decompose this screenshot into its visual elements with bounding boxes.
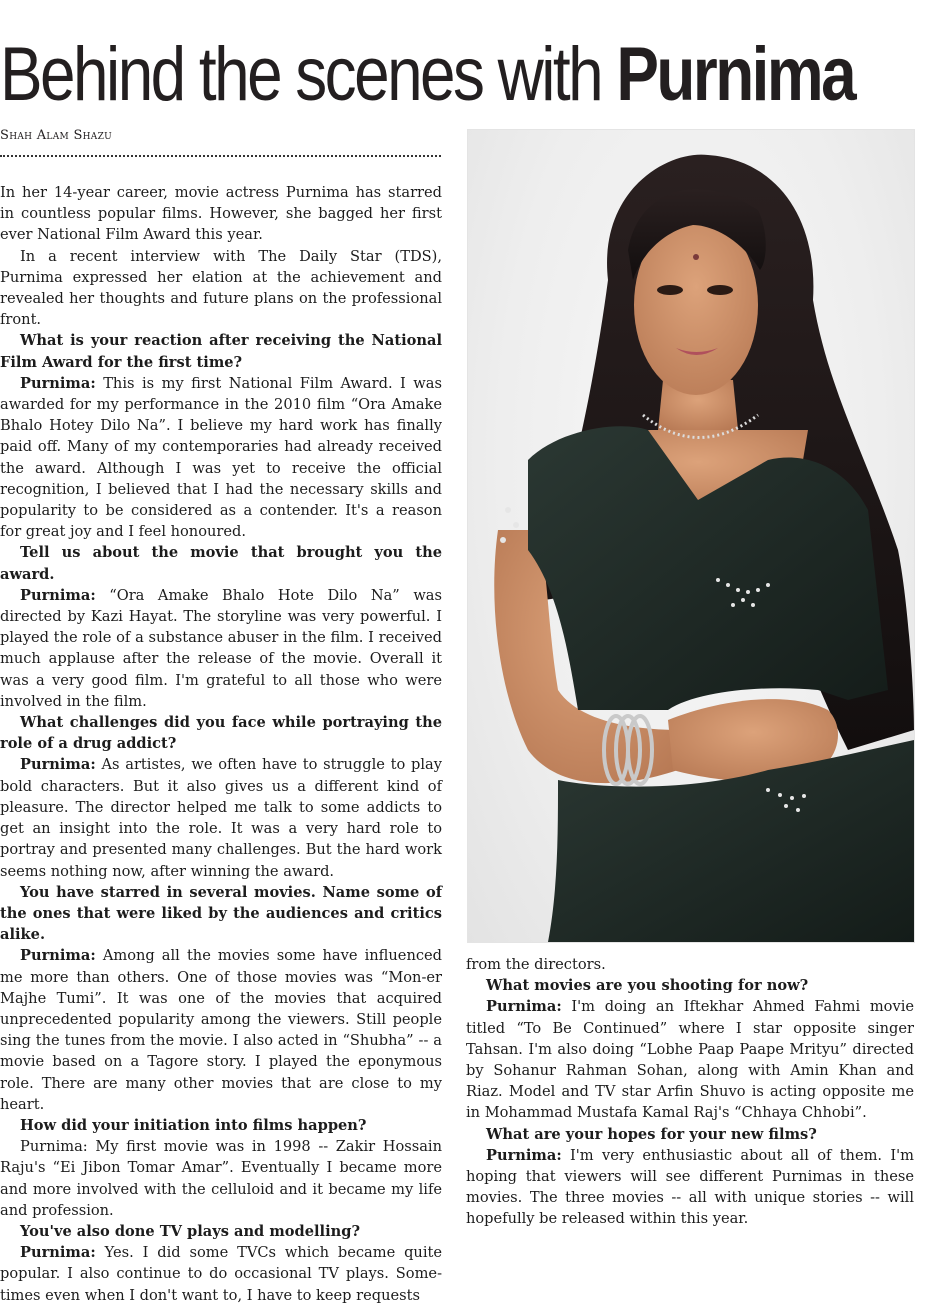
interview-answer <box>466 996 914 1123</box>
paragraph <box>0 1136 442 1221</box>
paragraph-text: In a recent interview with The Daily Star (TDS), Purnima expressed her elation at the achievement and revealed her thoughts and future plans on the professional front. <box>0 247 442 329</box>
interview-answer <box>0 945 442 1115</box>
paragraph-text: As artistes, we often have to struggle to play bold characters. But it also gives us a different kind of pleasure. The director helped me talk to some addicts to get an insight into the role. It was a very hard role to portray and presented many challenges. But the hard work seems nothing now, after winning the award. <box>0 756 442 880</box>
portrait-photo <box>467 129 915 943</box>
paragraph-text: I'm very enthusiastic about all of them. I'm hoping that viewers will see different Purnimas in these movies. The three movies -- all with unique stories -- will hopefully be released within this year. <box>466 1146 914 1228</box>
interview-answer <box>0 1242 442 1306</box>
paragraph-text: What challenges did you face while portraying the role of a drug addict? <box>0 714 442 753</box>
paragraph-text: You've also done TV plays and modelling? <box>20 1222 361 1240</box>
interview-question <box>0 882 442 946</box>
interview-answer <box>0 754 442 881</box>
interview-question <box>0 712 442 754</box>
paragraph-text: Purnima: My first movie was in 1998 -- Zakir Hossain Raju's “Ei Jibon Tomar Amar”. Eventually I became more and more involved with the celluloid and it became my life and profession. <box>0 1138 442 1219</box>
headline-bold: Purnima <box>616 32 855 117</box>
interview-question <box>466 975 914 996</box>
paragraph-text: What is your reaction after receiving the National Film Award for the first time? <box>0 332 442 371</box>
interview-question <box>0 1221 442 1242</box>
paragraph-text: This is my first National Film Award. I was awarded for my performance in the 2010 film “Ora Amake Bhalo Hotey Dilo Na”. I believe my hard work has finally paid off. Many of my contemporaries had already received the award. Although I was yet to receive the official recognition, I believed that I had the necessary skills and popularity to be considered as a contender. It's a reason for great joy and I feel honoured. <box>0 374 442 541</box>
dotted-divider <box>0 155 441 157</box>
paragraph-text: I'm doing an Iftekhar Ahmed Fahmi movie titled “To Be Continued” where I star opposite singer Tahsan. I'm also doing “Lobhe Paap Paape Mrityu” directed by Sohanur Rahman Sohan, along with Amin Khan and Riaz. Model and TV star Arfin Shuvo is acting opposite me in Mohammad Mustafa Kamal Raj's “Chhaya Chhobi”. <box>466 998 914 1122</box>
speaker-label: Purnima: <box>20 947 96 965</box>
interview-question <box>466 1124 914 1145</box>
interview-question <box>0 330 442 372</box>
lead-paragraph <box>0 182 442 246</box>
speaker-label: Purnima: <box>486 998 562 1016</box>
paragraph-text: Among all the movies some have influenced me more than others. One of those movies was “Mon-er Majhe Tumi”. It was one of the movies that acquired unprecedented popularity among the viewers. Still people sing the tunes from the movie. I also acted in “Shubha” -- a movie based on a Tagore story. I played the eponymous role. There are many other movies that are close to my heart. <box>0 947 442 1113</box>
paragraph-text: What are your hopes for your new films? <box>486 1125 817 1143</box>
speaker-label: Purnima: <box>20 374 96 392</box>
paragraph-text: from the directors. <box>466 956 606 973</box>
interview-question <box>0 1115 442 1136</box>
paragraph <box>0 246 442 331</box>
article-column-2 <box>466 954 914 1230</box>
paragraph-text: Tell us about the movie that brought you the award. <box>0 544 442 583</box>
interview-answer <box>0 585 442 712</box>
portrait-illustration <box>468 130 914 942</box>
paragraph-text: How did your initiation into films happen? <box>20 1116 367 1134</box>
paragraph-text: What movies are you shooting for now? <box>486 977 809 995</box>
article-headline <box>0 30 855 120</box>
paragraph-text: In her 14-year career, movie actress Purnima has starred in countless popular films. However, she bagged her first ever National Film Award this year. <box>0 184 442 244</box>
interview-question <box>0 542 442 584</box>
paragraph-text: “Ora Amake Bhalo Hote Dilo Na” was directed by Kazi Hayat. The storyline was very powerful. I played the role of a substance abuser in the film. I received much applause after the release of the movie. Overall it was a very good film. I'm grateful to all those who were involved in the film. <box>0 586 442 710</box>
article-column-1 <box>0 182 442 1306</box>
paragraph-text: Yes. I did some TVCs which became quite popular. I also continue to do occasional TV plays. Sometimes even when I don't want to, I have to keep requests <box>0 1244 442 1304</box>
byline: Shah Alam Shazu <box>0 128 113 143</box>
lead-paragraph <box>466 954 914 975</box>
headline-light: Behind the scenes with <box>0 32 602 117</box>
paragraph-text: You have starred in several movies. Name some of the ones that were liked by the audiences and critics alike. <box>0 883 442 944</box>
interview-answer <box>466 1145 914 1230</box>
speaker-label: Purnima: <box>20 756 96 774</box>
speaker-label: Purnima: <box>486 1146 562 1164</box>
speaker-label: Purnima: <box>20 586 96 604</box>
interview-answer <box>0 373 442 543</box>
speaker-label: Purnima: <box>20 1244 96 1262</box>
